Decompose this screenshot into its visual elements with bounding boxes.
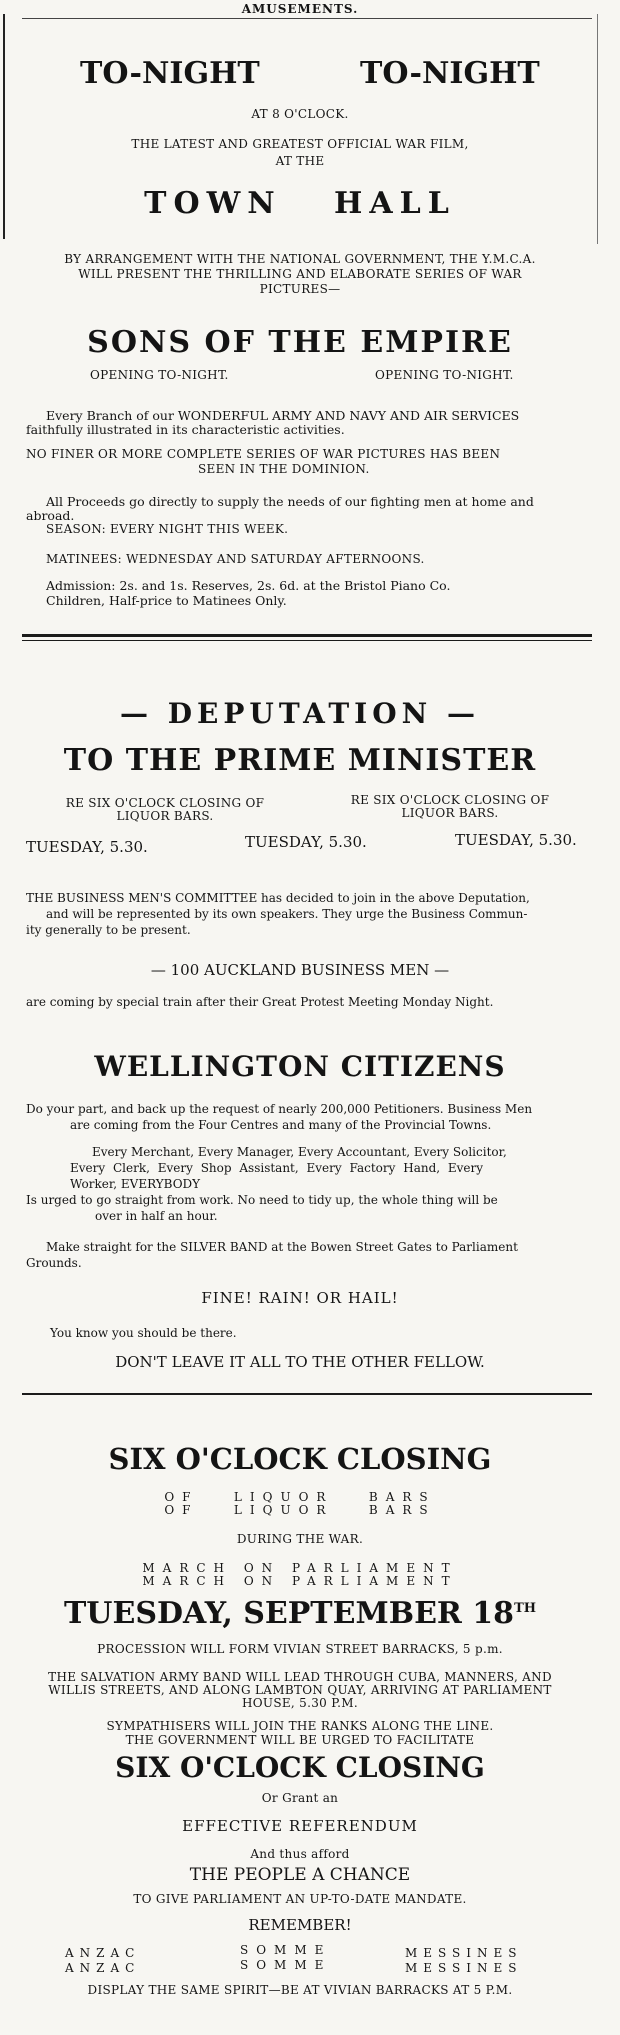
government: THE GOVERNMENT WILL BE URGED TO FACILITATE xyxy=(125,1733,475,1747)
date-main: TUESDAY, SEPTEMBER 18 xyxy=(63,1596,515,1631)
closing-title-2: SIX O'CLOCK CLOSING xyxy=(115,1751,485,1784)
or-grant: Or Grant an xyxy=(261,1791,339,1805)
dont-leave-line: DON'T LEAVE IT ALL TO THE OTHER FELLOW. xyxy=(115,1353,485,1371)
header-rule xyxy=(22,18,592,19)
proceeds-line-1: All Proceeds go directly to supply the needs of our fighting men at home and xyxy=(46,494,534,509)
date-suffix: TH xyxy=(514,1601,537,1616)
train-line: are coming by special train after their Great Protest Meeting Monday Night. xyxy=(26,995,494,1009)
tonight-left: TO-NIGHT xyxy=(80,56,260,91)
re-right-2: LIQUOR BARS. xyxy=(401,806,499,820)
tonight-right: TO-NIGHT xyxy=(360,56,540,91)
committee-line-3: ity generally to be present. xyxy=(26,923,191,937)
opening-left: OPENING TO-NIGHT. xyxy=(90,368,229,382)
messines-2: MESSINES xyxy=(405,1961,523,1975)
people-chance: THE PEOPLE A CHANCE xyxy=(189,1865,411,1885)
thus-afford: And thus afford xyxy=(250,1847,350,1861)
arrangement-line-1: BY ARRANGEMENT WITH THE NATIONAL GOVERNMENT, THE Y.M.C.A. xyxy=(64,252,536,266)
opening-right: OPENING TO-NIGHT. xyxy=(375,368,514,382)
at-the: AT THE xyxy=(275,154,325,168)
matinees: MATINEES: WEDNESDAY AND SATURDAY AFTERNOONS. xyxy=(46,552,425,566)
tuesday-1: TUESDAY, 5.30. xyxy=(26,838,148,856)
part-line-1: Do your part, and back up the request of nearly 200,000 Petitioners. Business Men xyxy=(26,1102,533,1116)
proceeds-line-2: abroad. xyxy=(26,508,75,523)
mandate: TO GIVE PARLIAMENT AN UP-TO-DATE MANDATE. xyxy=(133,1892,467,1906)
display-spirit: DISPLAY THE SAME SPIRIT—BE AT VIVIAN BARRACKS AT 5 P.M. xyxy=(87,1983,513,1997)
venue-name: TOWN HALL xyxy=(144,186,456,221)
remember: REMEMBER! xyxy=(248,1916,352,1934)
procession: PROCESSION WILL FORM VIVIAN STREET BARRACKS, 5 p.m. xyxy=(97,1642,503,1656)
band-line-1: Make straight for the SILVER BAND at the Bowen Street Gates to Parliament xyxy=(46,1240,518,1254)
services-line-1: Every Branch of our WONDERFUL ARMY AND NAVY AND AIR SERVICES xyxy=(46,408,520,423)
auckland-line: — 100 AUCKLAND BUSINESS MEN — xyxy=(150,961,450,979)
urged-line-1: Is urged to go straight from work. No need to tidy up, the whole thing will be xyxy=(26,1193,498,1207)
closing-title: SIX O'CLOCK CLOSING xyxy=(108,1442,492,1476)
prime-minister-heading: TO THE PRIME MINISTER xyxy=(63,743,537,778)
of-liquor-bars-2: OF LIQUOR BARS xyxy=(164,1503,436,1517)
film-description: THE LATEST AND GREATEST OFFICIAL WAR FILM, xyxy=(131,137,469,151)
march-2: MARCH ON PARLIAMENT xyxy=(142,1574,458,1588)
show-time: AT 8 O'CLOCK. xyxy=(251,107,349,121)
divider-1 xyxy=(22,634,592,637)
march-1: MARCH ON PARLIAMENT xyxy=(142,1561,458,1575)
merchant-line-3: Worker, EVERYBODY xyxy=(70,1177,201,1191)
services-line-2: faithfully illustrated in its characteristic activities. xyxy=(26,422,345,437)
anzac-2: ANZAC xyxy=(65,1961,141,1975)
tuesday-2: TUESDAY, 5.30. xyxy=(245,833,367,851)
of-liquor-bars-1: OF LIQUOR BARS xyxy=(164,1490,436,1504)
arrangement-line-3: PICTURES— xyxy=(259,282,341,296)
tuesday-3: TUESDAY, 5.30. xyxy=(455,831,577,849)
season: SEASON: EVERY NIGHT THIS WEEK. xyxy=(46,522,289,536)
divider-1b xyxy=(22,640,592,641)
know-line: You know you should be there. xyxy=(50,1326,237,1340)
finer-line-1: NO FINER OR MORE COMPLETE SERIES OF WAR PICTURES HAS BEEN xyxy=(26,447,501,461)
admission-line-2: Children, Half-price to Matinees Only. xyxy=(46,593,287,608)
merchant-line-1: Every Merchant, Every Manager, Every Accountant, Every Solicitor, xyxy=(92,1145,507,1159)
date-heading xyxy=(0,1596,600,1631)
somme-2: SOMME xyxy=(240,1958,332,1972)
during-war: DURING THE WAR. xyxy=(236,1532,364,1546)
urged-line-2: over in half an hour. xyxy=(95,1209,218,1223)
referendum: EFFECTIVE REFERENDUM xyxy=(182,1817,418,1835)
salvation-line-3: HOUSE, 5.30 P.M. xyxy=(242,1696,358,1710)
merchant-line-2: Every Clerk, Every Shop Assistant, Every Factory Hand, Every xyxy=(70,1161,484,1175)
sympathisers: SYMPATHISERS WILL JOIN THE RANKS ALONG THE LINE. xyxy=(106,1719,494,1733)
somme-1: SOMME xyxy=(240,1943,332,1957)
messines-1: MESSINES xyxy=(405,1946,523,1960)
re-left-1: RE SIX O'CLOCK CLOSING OF xyxy=(65,796,265,810)
film-title: SONS OF THE EMPIRE xyxy=(87,325,513,360)
admission-line-1: Admission: 2s. and 1s. Reserves, 2s. 6d. at the Bristol Piano Co. xyxy=(46,578,451,593)
divider-2 xyxy=(22,1393,592,1395)
re-right-1: RE SIX O'CLOCK CLOSING OF xyxy=(350,793,550,807)
citizens-heading: WELLINGTON CITIZENS xyxy=(94,1050,506,1083)
anzac-1: ANZAC xyxy=(65,1946,141,1960)
salvation-line-2: WILLIS STREETS, AND ALONG LAMBTON QUAY, ARRIVING AT PARLIAMENT xyxy=(48,1683,552,1697)
band-line-2: Grounds. xyxy=(26,1256,82,1270)
finer-line-2: SEEN IN THE DOMINION. xyxy=(198,462,370,476)
arrangement-line-2: WILL PRESENT THE THRILLING AND ELABORATE SERIES OF WAR xyxy=(78,267,522,281)
committee-line-2: and will be represented by its own speakers. They urge the Business Commun- xyxy=(46,907,528,921)
fine-rain-hail: FINE! RAIN! OR HAIL! xyxy=(201,1289,399,1307)
section-header: AMUSEMENTS. xyxy=(241,2,359,16)
re-left-2: LIQUOR BARS. xyxy=(116,809,214,823)
salvation-line-1: THE SALVATION ARMY BAND WILL LEAD THROUGH CUBA, MANNERS, AND xyxy=(48,1670,552,1684)
deputation-heading: — DEPUTATION — xyxy=(119,697,480,730)
committee-line-1: THE BUSINESS MEN'S COMMITTEE has decided to join in the above Deputation, xyxy=(26,891,530,905)
part-line-2: are coming from the Four Centres and many of the Provincial Towns. xyxy=(70,1118,492,1132)
